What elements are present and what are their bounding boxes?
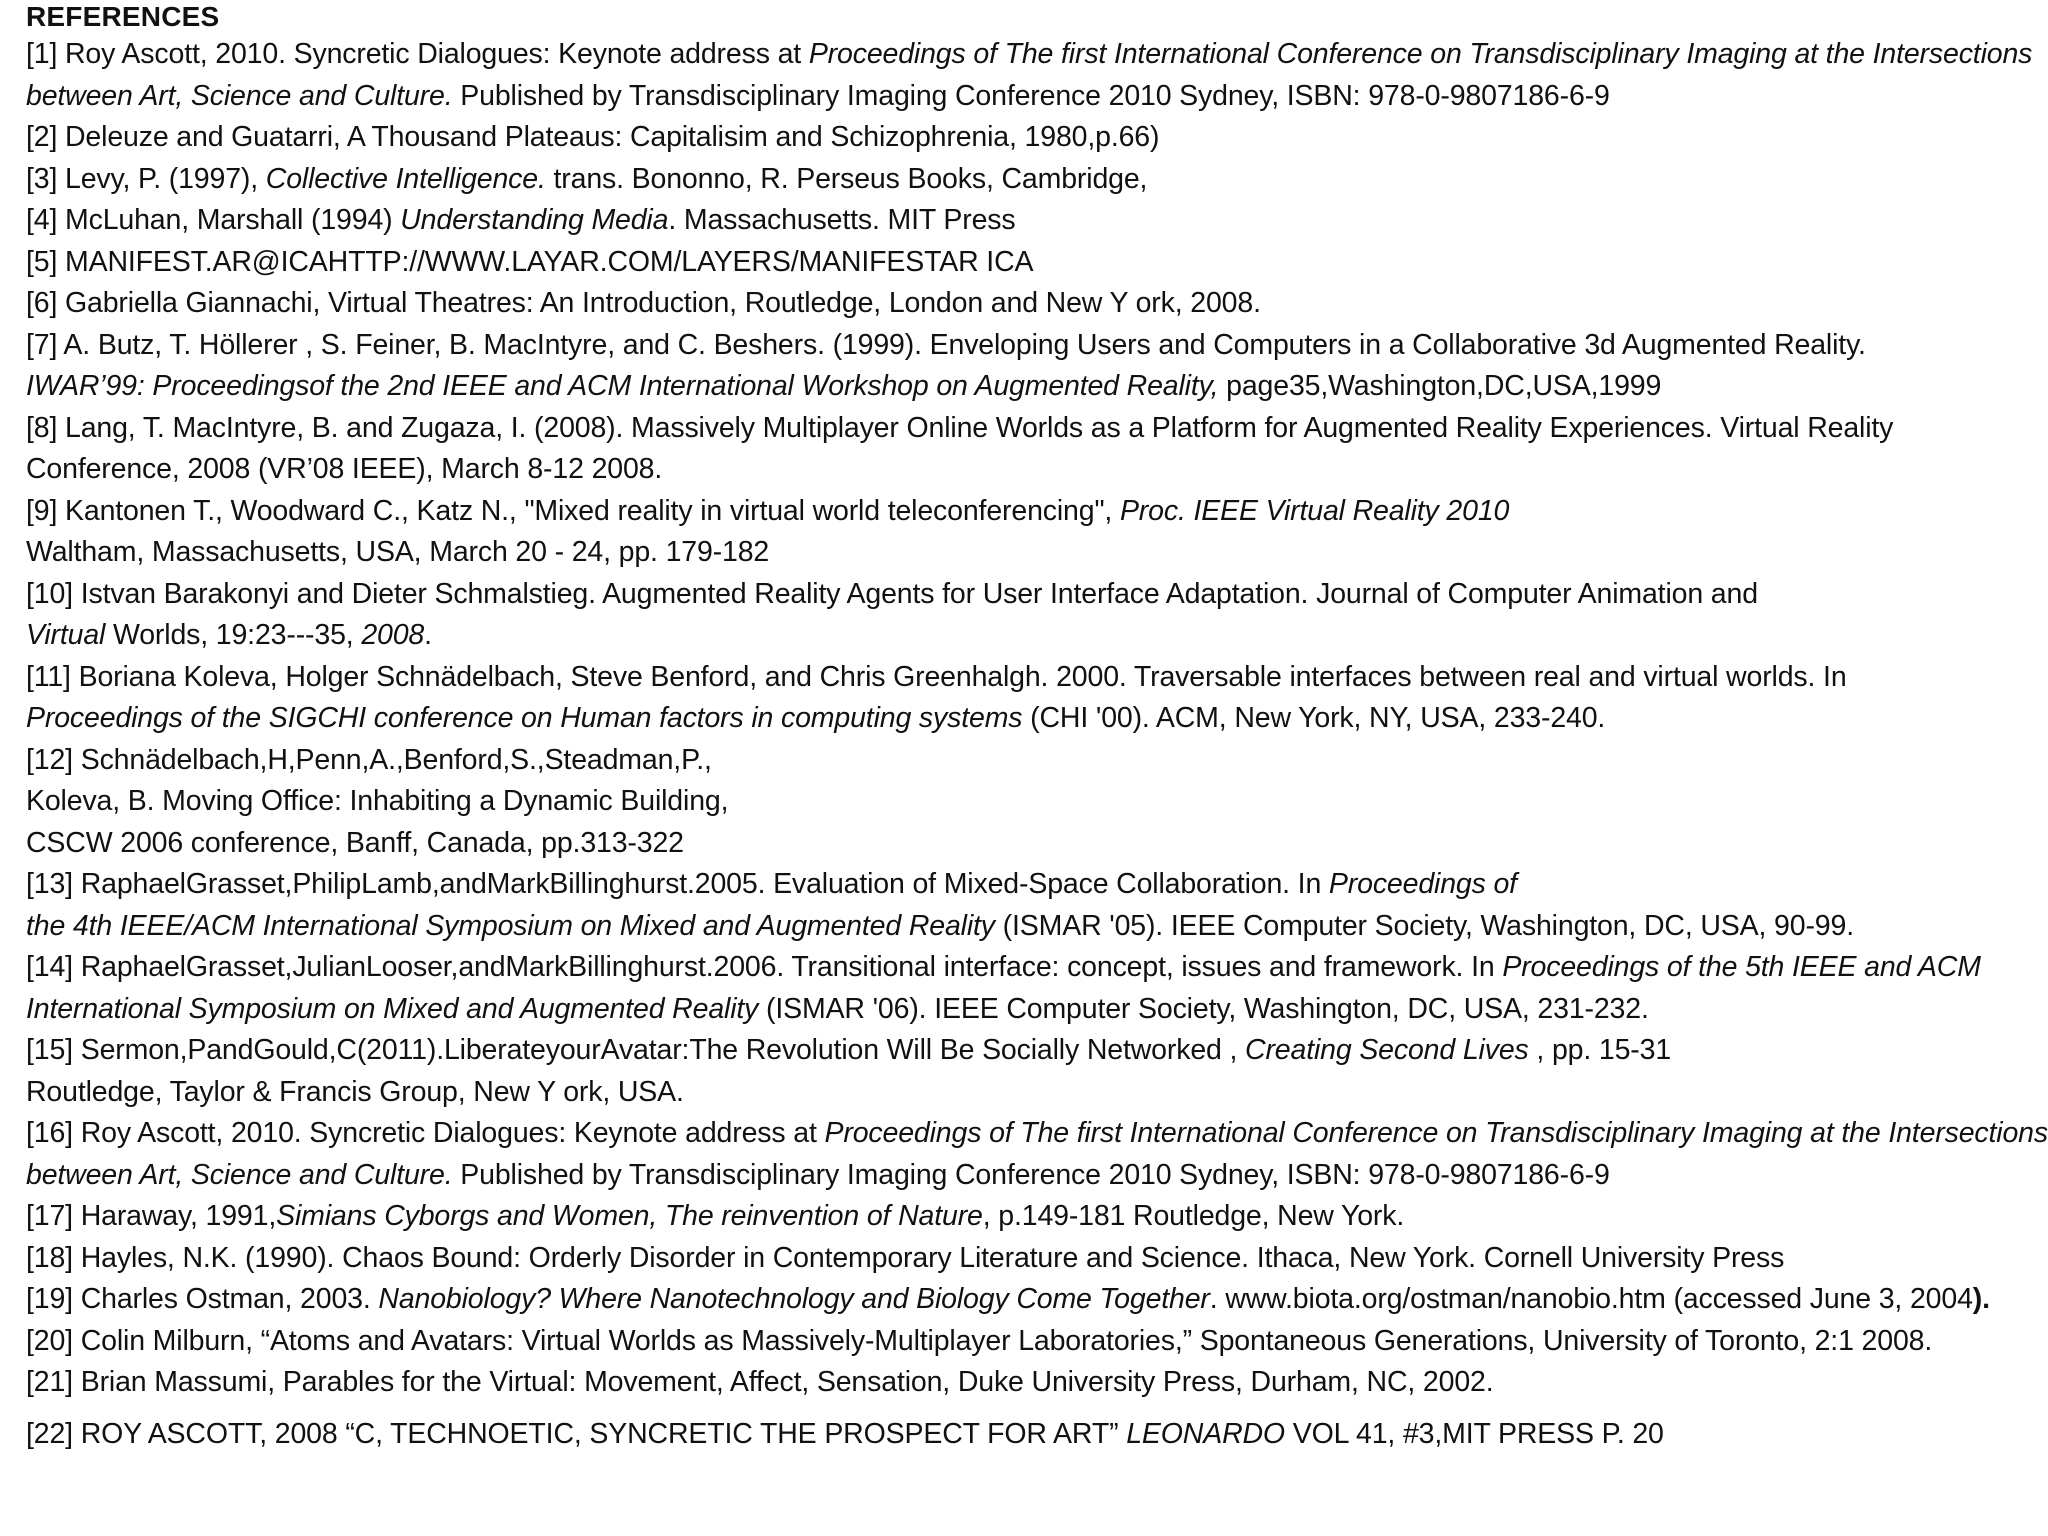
reference-text: [10] Istvan Barakonyi and Dieter Schmalstieg. Augmented Reality Agents for User Interface Adaptation. Journal of Computer Animation and — [26, 577, 1758, 610]
reference-text: [7] A. Butz, T. Höllerer , S. Feiner, B. MacIntyre, and C. Beshers. (1999). Enveloping Users and Computers in a Collaborative 3d Augmented Reality. — [26, 328, 1866, 361]
references-heading: REFERENCES — [26, 1, 220, 32]
reference-text: [8] Lang, T. MacIntyre, B. and Zugaza, I. (2008). Massively Multiplayer Online Worlds as a Platform for Augmented Reality Experiences. Virtual Reality Conference, 2008 (VR’08 IEEE), March 8-12 2008. — [26, 411, 1902, 485]
reference-item — [26, 740, 2048, 865]
reference-text: [18] Hayles, N.K. (1990). Chaos Bound: Orderly Disorder in Contemporary Literature and Science. Ithaca, New York. Cornell University Press — [26, 1241, 1785, 1274]
reference-text: Waltham, Massachusetts, USA, March 20 - 24, pp. 179-182 — [26, 536, 770, 568]
reference-text: [14] RaphaelGrasset,JulianLooser,andMarkBillinghurst.2006. Transitional interface: concept, issues and framework. In — [26, 951, 1503, 983]
reference-text: [1] Roy Ascott, 2010. Syncretic Dialogues: Keynote address at — [26, 38, 809, 70]
reference-text: , p.149-181 Routledge, New York. — [982, 1200, 1405, 1232]
reference-italic-text: Proceedings of the SIGCHI conference on Human factors in computing systems — [26, 702, 1023, 734]
reference-italic-text: Simians Cyborgs and Women, The reinvention of Nature — [276, 1200, 983, 1232]
reference-item — [26, 159, 2048, 201]
reference-item — [26, 1113, 2048, 1196]
reference-text: [13] RaphaelGrasset,PhilipLamb,andMarkBillinghurst.2005. Evaluation of Mixed-Space Collaboration. In — [26, 868, 1329, 900]
reference-text: . — [424, 619, 432, 651]
reference-item — [26, 657, 2048, 740]
reference-item — [26, 408, 2048, 491]
reference-text: Published by Transdisciplinary Imaging Conference 2010 Sydney, ISBN: 978-0-9807186-6-9 — [452, 79, 1610, 112]
reference-text: [19] Charles Ostman, 2003. — [26, 1283, 379, 1315]
reference-italic-text: Proc. IEEE Virtual Reality 2010 — [1119, 494, 1510, 527]
reference-text: [9] Kantonen T., Woodward C., Katz N., "Mixed reality in virtual world teleconferencing", — [26, 494, 1120, 527]
reference-italic-text: 2008 — [361, 619, 425, 651]
reference-text: [2] Deleuze and Guatarri, A Thousand Plateaus: Capitalisim and Schizophrenia, 1980,p.66) — [26, 121, 1160, 153]
reference-item — [26, 491, 2048, 574]
reference-item — [26, 1030, 2048, 1113]
reference-text: trans. Bononno, R. Perseus Books, Cambridge, — [545, 162, 1148, 195]
reference-item — [26, 242, 2048, 284]
reference-italic-text: LEONARDO — [1126, 1417, 1285, 1450]
reference-item — [26, 117, 2048, 159]
reference-item — [26, 864, 2048, 947]
reference-italic-text: Proceedings of The first International Conference on Transdisciplinary Imaging at the Intersections between Art, Science and Culture. — [26, 1117, 2048, 1191]
reference-text: [22] ROY ASCOTT, 2008 “C, TECHNOETIC, SYNCRETIC THE PROSPECT FOR ART” — [26, 1417, 1127, 1450]
reference-italic-text: Proceedings of the 5th IEEE and ACM International Symposium on Mixed and Augmented Reality — [26, 951, 1989, 1025]
reference-item — [26, 325, 2048, 408]
reference-text: [21] Brian Massumi, Parables for the Virtual: Movement, Affect, Sensation, Duke University Press, Durham, NC, 2002. — [26, 1366, 1494, 1398]
reference-text: (ISMAR '06). IEEE Computer Society, Washington, DC, USA, 231-232. — [758, 992, 1649, 1025]
reference-italic-text: Proceedings of The first International Conference on Transdisciplinary Imaging at the Intersections between Art, Science and Culture. — [26, 38, 2041, 112]
reference-item — [26, 1321, 2048, 1363]
reference-text: . www.biota.org/ostman/nanobio.htm (accessed June 3, 2004 — [1209, 1283, 1973, 1315]
reference-item — [26, 283, 2048, 325]
reference-text: [16] Roy Ascott, 2010. Syncretic Dialogues: Keynote address at — [26, 1117, 825, 1149]
reference-italic-text: Nanobiology? Where Nanotechnology and Biology Come Together — [378, 1283, 1210, 1315]
reference-text: . Massachusetts. MIT Press — [668, 204, 1016, 236]
reference-item — [26, 1362, 2048, 1404]
reference-text: VOL 41, #3,MIT PRESS P. 20 — [1284, 1417, 1664, 1450]
reference-text: , pp. 15-31 Routledge, Taylor & Francis Group, New Y ork, USA. — [26, 1034, 1672, 1108]
reference-text: [4] McLuhan, Marshall (1994) — [26, 204, 401, 236]
reference-item — [26, 574, 2048, 657]
reference-italic-text: Understanding Media — [400, 204, 669, 236]
reference-text: [15] Sermon,PandGould,C(2011).LiberateyourAvatar:The Revolution Will Be Socially Networked , — [26, 1034, 1246, 1066]
reference-text: [11] Boriana Koleva, Holger Schnädelbach, Steve Benford, and Chris Greenhalgh. 2000. Traversable interfaces between real and virtual worlds. In — [26, 660, 1847, 693]
reference-italic-text: Creating Second Lives — [1245, 1034, 1529, 1066]
reference-italic-text: Proceedings of the 4th IEEE/ACM International Symposium on Mixed and Augmented Reality — [26, 868, 1517, 942]
reference-italic-text: Collective Intelligence. — [265, 162, 546, 195]
reference-item — [26, 34, 2048, 117]
reference-bold-text: ). — [1972, 1283, 1990, 1315]
reference-text: [20] Colin Milburn, “Atoms and Avatars: Virtual Worlds as Massively-Multiplayer Laboratories,” Spontaneous Generations, University of Toronto, 2:1 2008. — [26, 1324, 1933, 1357]
reference-item — [26, 200, 2048, 242]
reference-list — [26, 34, 2048, 1455]
reference-text: (CHI '00). ACM, New York, NY, USA, 233-240. — [1022, 702, 1606, 734]
reference-text: Worlds, 19:23---35, — [105, 619, 362, 651]
reference-text: (ISMAR '05). IEEE Computer Society, Washington, DC, USA, 90-99. — [994, 909, 1854, 942]
reference-item — [26, 1196, 2048, 1238]
reference-text: [5] MANIFEST.AR@ICAHTTP://WWW.LAYAR.COM/LAYERS/MANIFESTAR ICA — [26, 245, 1034, 278]
reference-item — [26, 947, 2048, 1030]
reference-text: [3] Levy, P. (1997), — [26, 162, 266, 195]
reference-text: [12] Schnädelbach,H,Penn,A.,Benford,S.,Steadman,P., Koleva, B. Moving Office: Inhabiting a Dynamic Building, CSCW 2006 conference, Banff, Canada, pp.313-322 — [26, 743, 729, 859]
reference-text: page35,Washington,DC,USA,1999 — [1218, 370, 1662, 402]
reference-item — [26, 1414, 2048, 1456]
reference-text: [17] Haraway, 1991, — [26, 1200, 277, 1232]
reference-italic-text: IWAR’99: Proceedingsof the 2nd IEEE and ACM International Workshop on Augmented Reality, — [26, 370, 1219, 402]
reference-text: [6] Gabriella Giannachi, Virtual Theatres: An Introduction, Routledge, London and New Y ork, 2008. — [26, 287, 1261, 319]
reference-item — [26, 1238, 2048, 1280]
reference-text: Published by Transdisciplinary Imaging Conference 2010 Sydney, ISBN: 978-0-9807186-6-9 — [452, 1158, 1610, 1191]
reference-item — [26, 1279, 2048, 1321]
reference-italic-text: Virtual — [26, 619, 106, 651]
